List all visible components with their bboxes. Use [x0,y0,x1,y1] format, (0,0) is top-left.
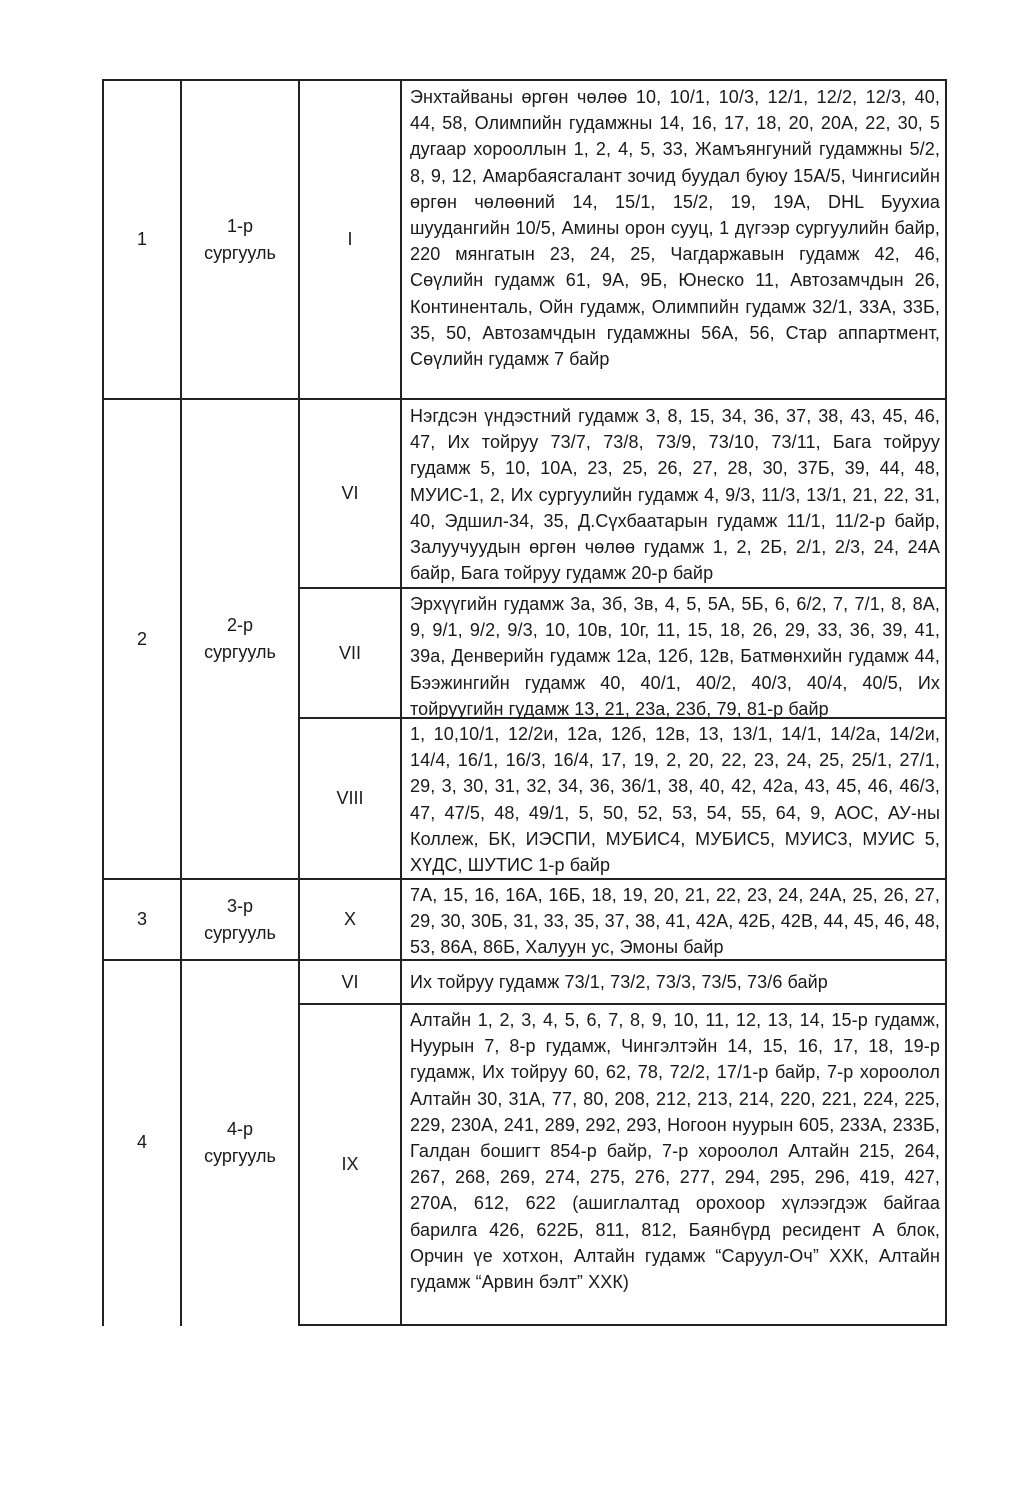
row-number-text: 3 [136,909,147,929]
row-number [104,400,180,878]
school-name [182,400,298,878]
school-word: сургууль [204,642,276,662]
table-right-border [945,79,947,1326]
column-divider [400,79,402,1326]
school-word: сургууль [204,1145,276,1166]
row-number [104,81,180,398]
school-word: сургууль [204,242,276,263]
address-list: Энхтайваны өргөн чөлөө 10, 10/1, 10/3, 12/1, 12/2, 12/3, 40, 44, 58, Олимпийн гудамжны 14, 16, 17, 18, 20, 20А, 22, 30, 5 дугаар хорооллын 1, 2, 4, 5, 33, Жамъянгуний гудамжны 5/2, 8, 9, 12, Амарбаясгалант зочид буудал буюу 15А/5, Чингисийн өргөн чөлөөний 14, 15/1, 15/2, 19, 19А, DHL Буухиа шуудангийн 10/5, Амины орон сууц, 1 дүгээр сургуулийн байр, 220 мянгатын 23, 24, 25, Чагдаржавын гудамж 42, 46, Сөүлийн гудамж 61, 9А, 9Б, Юнеско 11, Автозамчдын 26, Континенталь, Ойн гудамж, Олимпийн гудамж 32/1, 33А, 33Б, 35, 50, Автозамчдын гудамжны 56А, 56, Стар аппартмент, Сөүлийн гудамж 7 байр [410,87,940,370]
district-number [300,719,400,878]
district-number [300,400,400,587]
address-list: Алтайн 1, 2, 3, 4, 5, 6, 7, 8, 9, 10, 11, 12, 13, 14, 15-р гудамж, Нуурын 7, 8-р гудамж, Чингэлтэйн 14, 15, 16, 17, 18, 19-р гудамж, Их тойруу 60, 62, 78, 72/2, 17/1-р байр, 7-р хороолол Алтайн 30, 31А, 77, 80, 208, 212, 213, 214, 220, 221, 224, 225, 229, 230А, 241, 289, 292, 293, Ногоон нуурын 605, 233А, 233Б, Галдан бошигт 854-р байр, 7-р хороолол Алтайн 215, 264, 267, 268, 269, 274, 275, 276, 277, 294, 295, 296, 419, 427, 270А, 612, 622 (ашиглалтад орохоор хүлээгдэж байгаа барилга 426, 622Б, 811, 812, Баянбүрд ресидент А блок, Орчин үе хотхон, Алтайн гудамж “Саруул-Оч” ХХК, Алтайн гудамж “Арвин бэлт” ХХК) [410,1010,940,1293]
school-word: сургууль [204,922,276,943]
row-number-text: 4 [136,1132,147,1152]
address-list: Их тойруу гудамж 73/1, 73/2, 73/3, 73/5, 73/6 байр [410,972,828,992]
school-number: 4-р [226,1118,253,1139]
school-name [182,880,298,959]
table-bottom-border [298,1324,947,1326]
row-number-text: 2 [136,628,147,649]
row-number [104,961,180,1324]
school-number: 1-р [226,215,253,236]
district-number [300,961,400,1003]
address-list: 7А, 15, 16, 16А, 16Б, 18, 19, 20, 21, 22, 23, 24, 24А, 25, 26, 27, 29, 30, 30Б, 31, 33, 35, 37, 38, 41, 42А, 42Б, 42В, 44, 45, 46, 48, 53, 86А, 86Б, Халуун ус, Эмоны байр [410,885,940,958]
school-number: 2-р [226,615,253,635]
district-number [300,589,400,717]
address-list: Нэгдсэн үндэстний гудамж 3, 8, 15, 34, 36, 37, 38, 43, 45, 46, 47, Их тойруу 73/7, 73/8, 73/9, 73/10, 73/11, Бага тойруу гудамж 5, 10, 10А, 23, 25, 26, 27, 28, 30, 37Б, 39, 44, 48, МУИС-1, 2, Их сургуулийн гудамж 4, 9/3, 11/3, 13/1, 21, 22, 31, 40, Эдшил-34, 35, Д.Сүхбаатарын гудамж 11/1, 11/2-р байр, Залуучуудын өргөн чөлөө гудамж 1, 2, 2Б, 2/1, 2/3, 24, 24А байр, Бага тойруу гудамж 20-р байр [410,406,940,584]
district-number [300,81,400,398]
district-text: IX [341,1154,359,1174]
school-number: 3-р [226,895,253,916]
district-text: VI [341,971,359,992]
row-number-text: 1 [136,229,147,249]
district-number [300,880,400,959]
district-text: VII [338,642,361,663]
district-number [300,1005,400,1324]
row-number [104,880,180,959]
address-list: Эрхүүгийн гудамж 3а, 3б, 3в, 4, 5, 5А, 5Б, 6, 6/2, 7, 7/1, 8, 8А, 9, 9/1, 9/2, 9/3, 10, 10в, 10г, 11, 15, 18, 26, 29, 33, 36, 39, 41, 39а, Денверийн гудамж 12а, 12б, 12в, Батмөнхийн гудамж 44, Бээжингийн гудамж 40, 40/1, 40/2, 40/3, 40/4, 40/5, Их тойруугийн гудамж 13, 21, 23а, 23б, 79, 81-р байр [410,594,940,719]
school-name [182,81,298,398]
district-text: VI [341,483,359,503]
district-text: I [347,229,353,249]
district-text: VIII [336,788,364,808]
address-list: 1, 10,10/1, 12/2и, 12а, 12б, 12в, 13, 13/1, 14/1, 14/2а, 14/2и, 14/4, 16/1, 16/3, 16/4, 17, 19, 2, 20, 22, 23, 24, 25, 25/1, 27/1, 29, 3, 30, 31, 32, 34, 36, 36/1, 38, 40, 42, 42а, 43, 45, 46, 46/3, 47, 47/5, 48, 49/1, 5, 50, 52, 53, 54, 55, 64, 9, АОС, АУ-ны Коллеж, БК, ИЭСПИ, МУБИС4, МУБИС5, МУИС3, МУИС 5, ХҮДС, ШУТИС 1-р байр [410,724,940,876]
school-name [182,961,298,1324]
district-text: X [343,909,356,929]
